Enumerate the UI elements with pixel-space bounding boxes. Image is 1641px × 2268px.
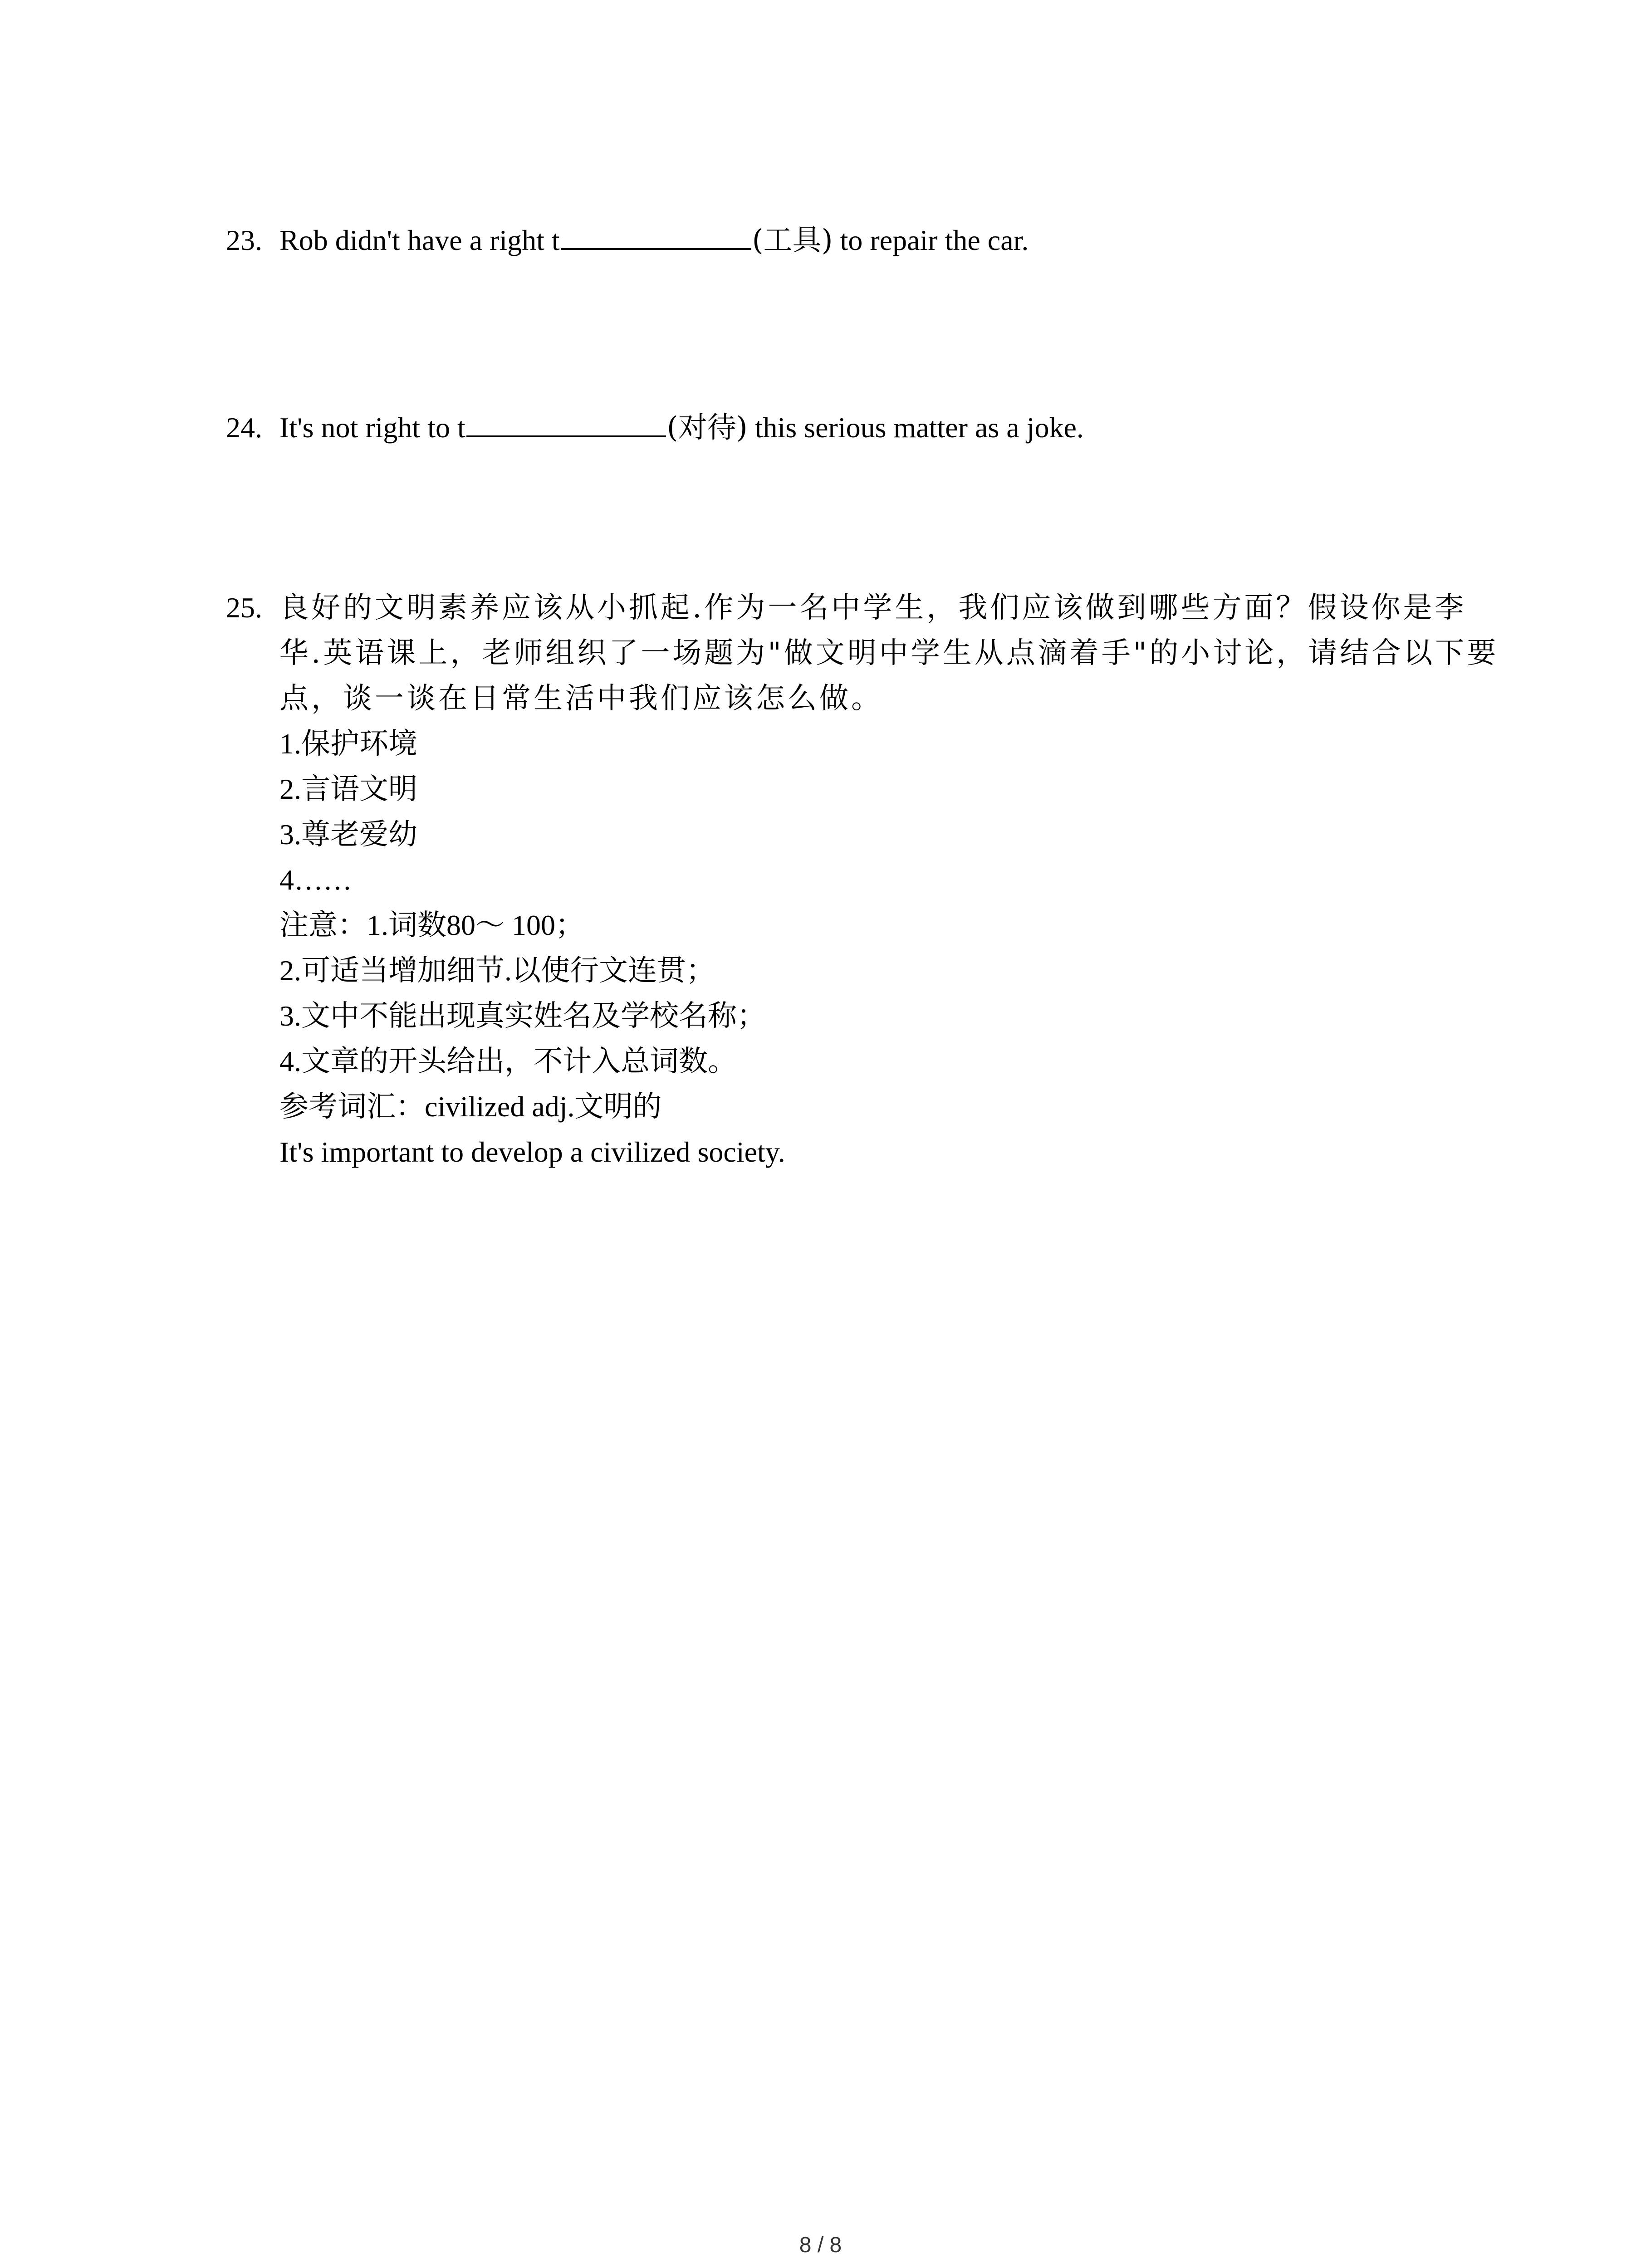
prompt-line: 点，谈一谈在日常生活中我们应该怎么做。 <box>279 682 883 715</box>
question-number: 25. <box>226 591 262 624</box>
question-24 <box>226 405 1084 450</box>
question-text-before: Rob didn't have a right t <box>279 224 560 256</box>
point-item: 2.言语文明 <box>279 773 417 805</box>
answer-blank[interactable] <box>561 221 751 250</box>
point-item: 3.尊老爱幼 <box>279 818 417 850</box>
question-text-after: to repair the car. <box>833 224 1029 256</box>
answer-blank[interactable] <box>466 408 666 437</box>
note-item: 4.文章的开头给出，不计入总词数。 <box>279 1045 737 1077</box>
prompt-line: 良好的文明素养应该从小抓起.作为一名中学生，我们应该做到哪些方面？假设你是李 <box>279 591 1467 625</box>
question-text-before: It's not right to t <box>279 411 465 444</box>
point-item: 4…… <box>279 864 352 896</box>
question-number: 24. <box>226 411 262 444</box>
note-item: 3.文中不能出现真实姓名及学校名称； <box>279 1000 766 1032</box>
note-item: 2.可适当增加细节.以使行文连贯； <box>279 954 715 987</box>
point-item: 1.保护环境 <box>279 728 417 760</box>
question-hint: (对待) <box>666 411 748 445</box>
writing-task-body <box>279 585 1499 1175</box>
question-number: 23. <box>226 224 262 256</box>
prompt-line: 华.英语课上，老师组织了一场题为"做文明中学生从点滴着手"的小讨论，请结合以下要 <box>279 636 1499 670</box>
page-indicator: 8 / 8 <box>799 2233 842 2257</box>
question-text-after: this serious matter as a joke. <box>747 411 1084 444</box>
question-23 <box>226 218 1029 263</box>
note-item: 注意：1.词数80～ 100； <box>279 909 584 941</box>
question-hint: (工具) <box>752 224 833 257</box>
reference-vocabulary: 参考词汇：civilized adj.文明的 <box>279 1090 662 1123</box>
essay-opening-sentence: It's important to develop a civilized society. <box>279 1136 785 1168</box>
